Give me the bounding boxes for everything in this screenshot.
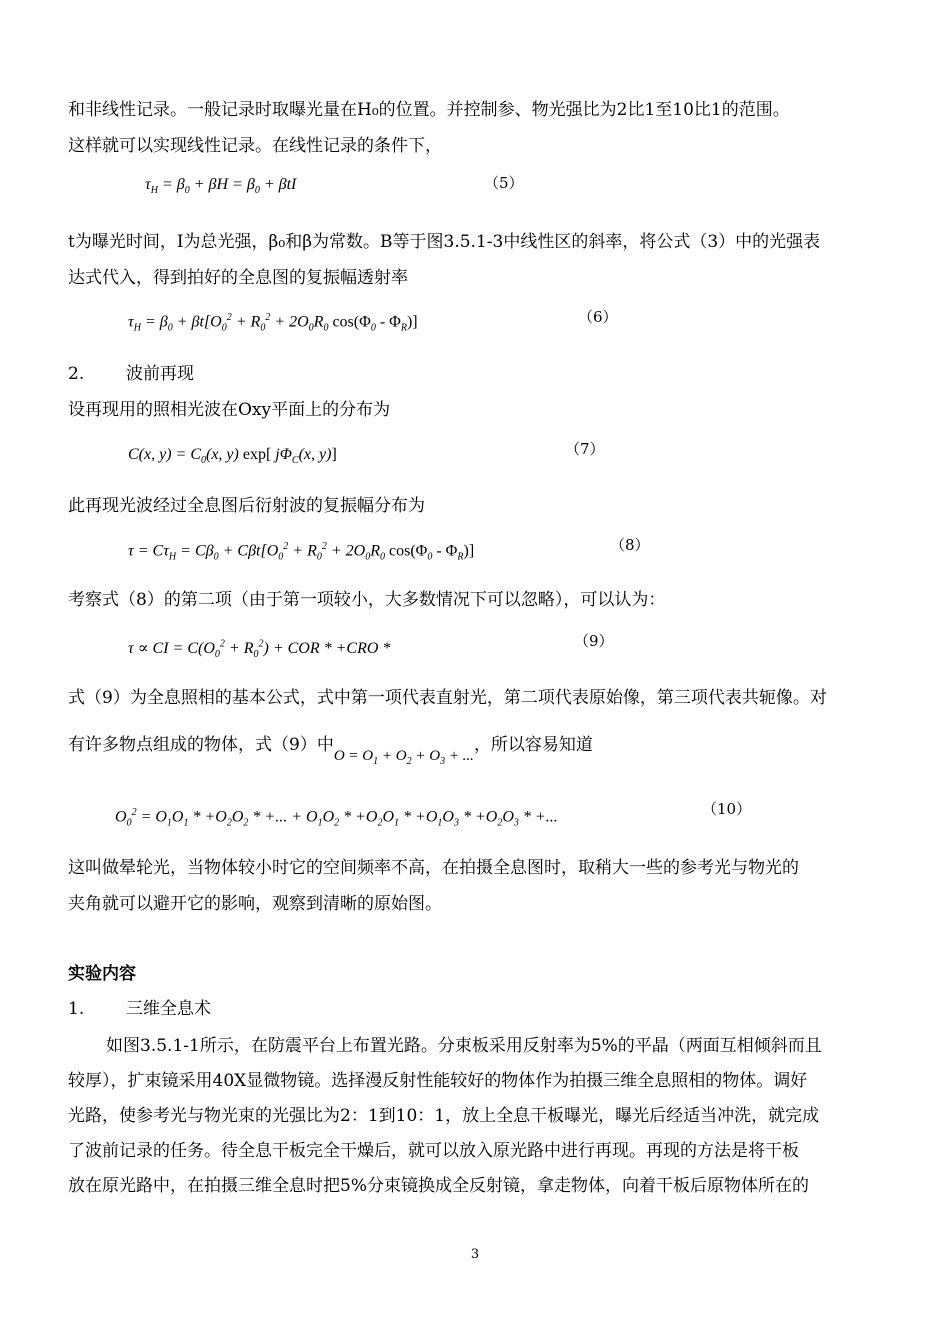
para2-line2: 达式代入，得到拍好的全息图的复振幅透射率 xyxy=(68,268,408,288)
section-2-heading xyxy=(68,362,194,386)
para7-line1: 这叫做晕轮光，当物体较小时它的空间频率不高，在拍摄全息图时，取稍大一些的参考光与物光的 xyxy=(68,858,799,878)
section-1-title: 三维全息术 xyxy=(126,999,211,1019)
para8-line2: 较厚），扩束镜采用40X显微物镜。选择漫反射性能较好的物体作为拍摄三维全息照相的物体。调好 xyxy=(68,1071,808,1091)
equation-9: τ ∝ CI = $C(O_0^2 + R_0^2)$ + COR * +CRO * xyxy=(128,638,391,661)
para3: 设再现用的照相光波在Oxy平面上的分布为 xyxy=(68,400,391,420)
equation-7: C(x, $y) = C_0(x$, y) exp[ $j\Phi_C(x$, y)] xyxy=(128,446,337,467)
para6-line1: 式（9）为全息照相的基本公式，式中第一项代表直射光，第二项代表原始像，第三项代表共轭像。对 xyxy=(68,688,827,708)
para7-line2: 夹角就可以避开它的影响，观察到清晰的原始图。 xyxy=(68,894,442,914)
equation-6-number: （6） xyxy=(578,308,618,326)
para1-line2: 这样就可以实现线性记录。在线性记录的条件下， xyxy=(68,136,442,156)
para1-line1: 和非线性记录。一般记录时取曝光量在H₀的位置。并控制参、物光强比为2比1至10比1的范围。 xyxy=(68,100,790,120)
equation-5: $\tau_H = \beta_0 + \beta H = \beta_0 + \beta tI$ xyxy=(145,176,297,197)
equation-9-number: （9） xyxy=(574,632,614,650)
para5: 考察式（8）的第二项（由于第一项较小，大多数情况下可以忽略），可以认为： xyxy=(68,590,666,610)
para6-text-b: ，所以容易知道 xyxy=(473,735,593,755)
equation-10-number: （10） xyxy=(702,800,752,818)
section-1-heading xyxy=(68,997,211,1021)
equation-5-number: （5） xyxy=(484,174,524,192)
para8-line4: 了波前记录的任务。待全息干板完全干燥后，就可以放入原光路中进行再现。再现的方法是将干板 xyxy=(68,1141,799,1161)
page-number: 3 xyxy=(470,1247,480,1262)
equation-7-number: （7） xyxy=(565,440,605,458)
equation-8-number: （8） xyxy=(610,536,650,554)
para2-line1: t为曝光时间，I为总光强，β₀和β为常数。B等于图3.5.1-3中线性区的斜率，将公式（3）中的光强表 xyxy=(68,232,821,252)
para6-text-a: 有许多物点组成的物体，式（9）中 xyxy=(68,735,334,755)
para6-line2 xyxy=(68,733,593,767)
para4: 此再现光波经过全息图后衍射波的复振幅分布为 xyxy=(68,496,425,516)
section-2-title: 波前再现 xyxy=(126,364,194,384)
para8-line1: 如图3.5.1-1所示，在防震平台上布置光路。分束板采用反射率为5%的平晶（两面互相倾斜而且 xyxy=(106,1036,822,1056)
equation-6: $\tau_H = \beta_0 + \beta t[O_0^2 + R_0^2 + 2O_0R_0$ $\cos(\Phi_0 - \Phi_R)$] xyxy=(128,312,418,334)
section-1-number: 1. xyxy=(68,999,85,1019)
section-2-number: 2. xyxy=(68,364,85,384)
para8-line5: 放在原光路中，在拍摄三维全息时把5%分束镜换成全反射镜，拿走物体，向着干板后原物体所在的 xyxy=(68,1176,809,1196)
section-heading: 实验内容 xyxy=(68,964,136,984)
inline-equation-o-sum: $O = O_1 + O_2 + O_3$ + ... xyxy=(333,748,474,767)
equation-8: $\tau = C\tau_H = C\beta_0 + C\beta t[O_0^2 + R_0^2 + 2O_0R_0$ $\cos(\Phi_0 - \Phi_R)$] xyxy=(128,541,475,563)
para8-line3: 光路，使参考光与物光束的光强比为2：1到10：1，放上全息干板曝光，曝光后经适当冲洗，就完成 xyxy=(68,1106,820,1126)
equation-10: $O_0^2 = O_1O_1 * +O_2O_2$ * +... + $O_1O_2 * +O_2O_1 * +O_1O_3 * +O_2O_3$ * +... xyxy=(115,807,558,829)
